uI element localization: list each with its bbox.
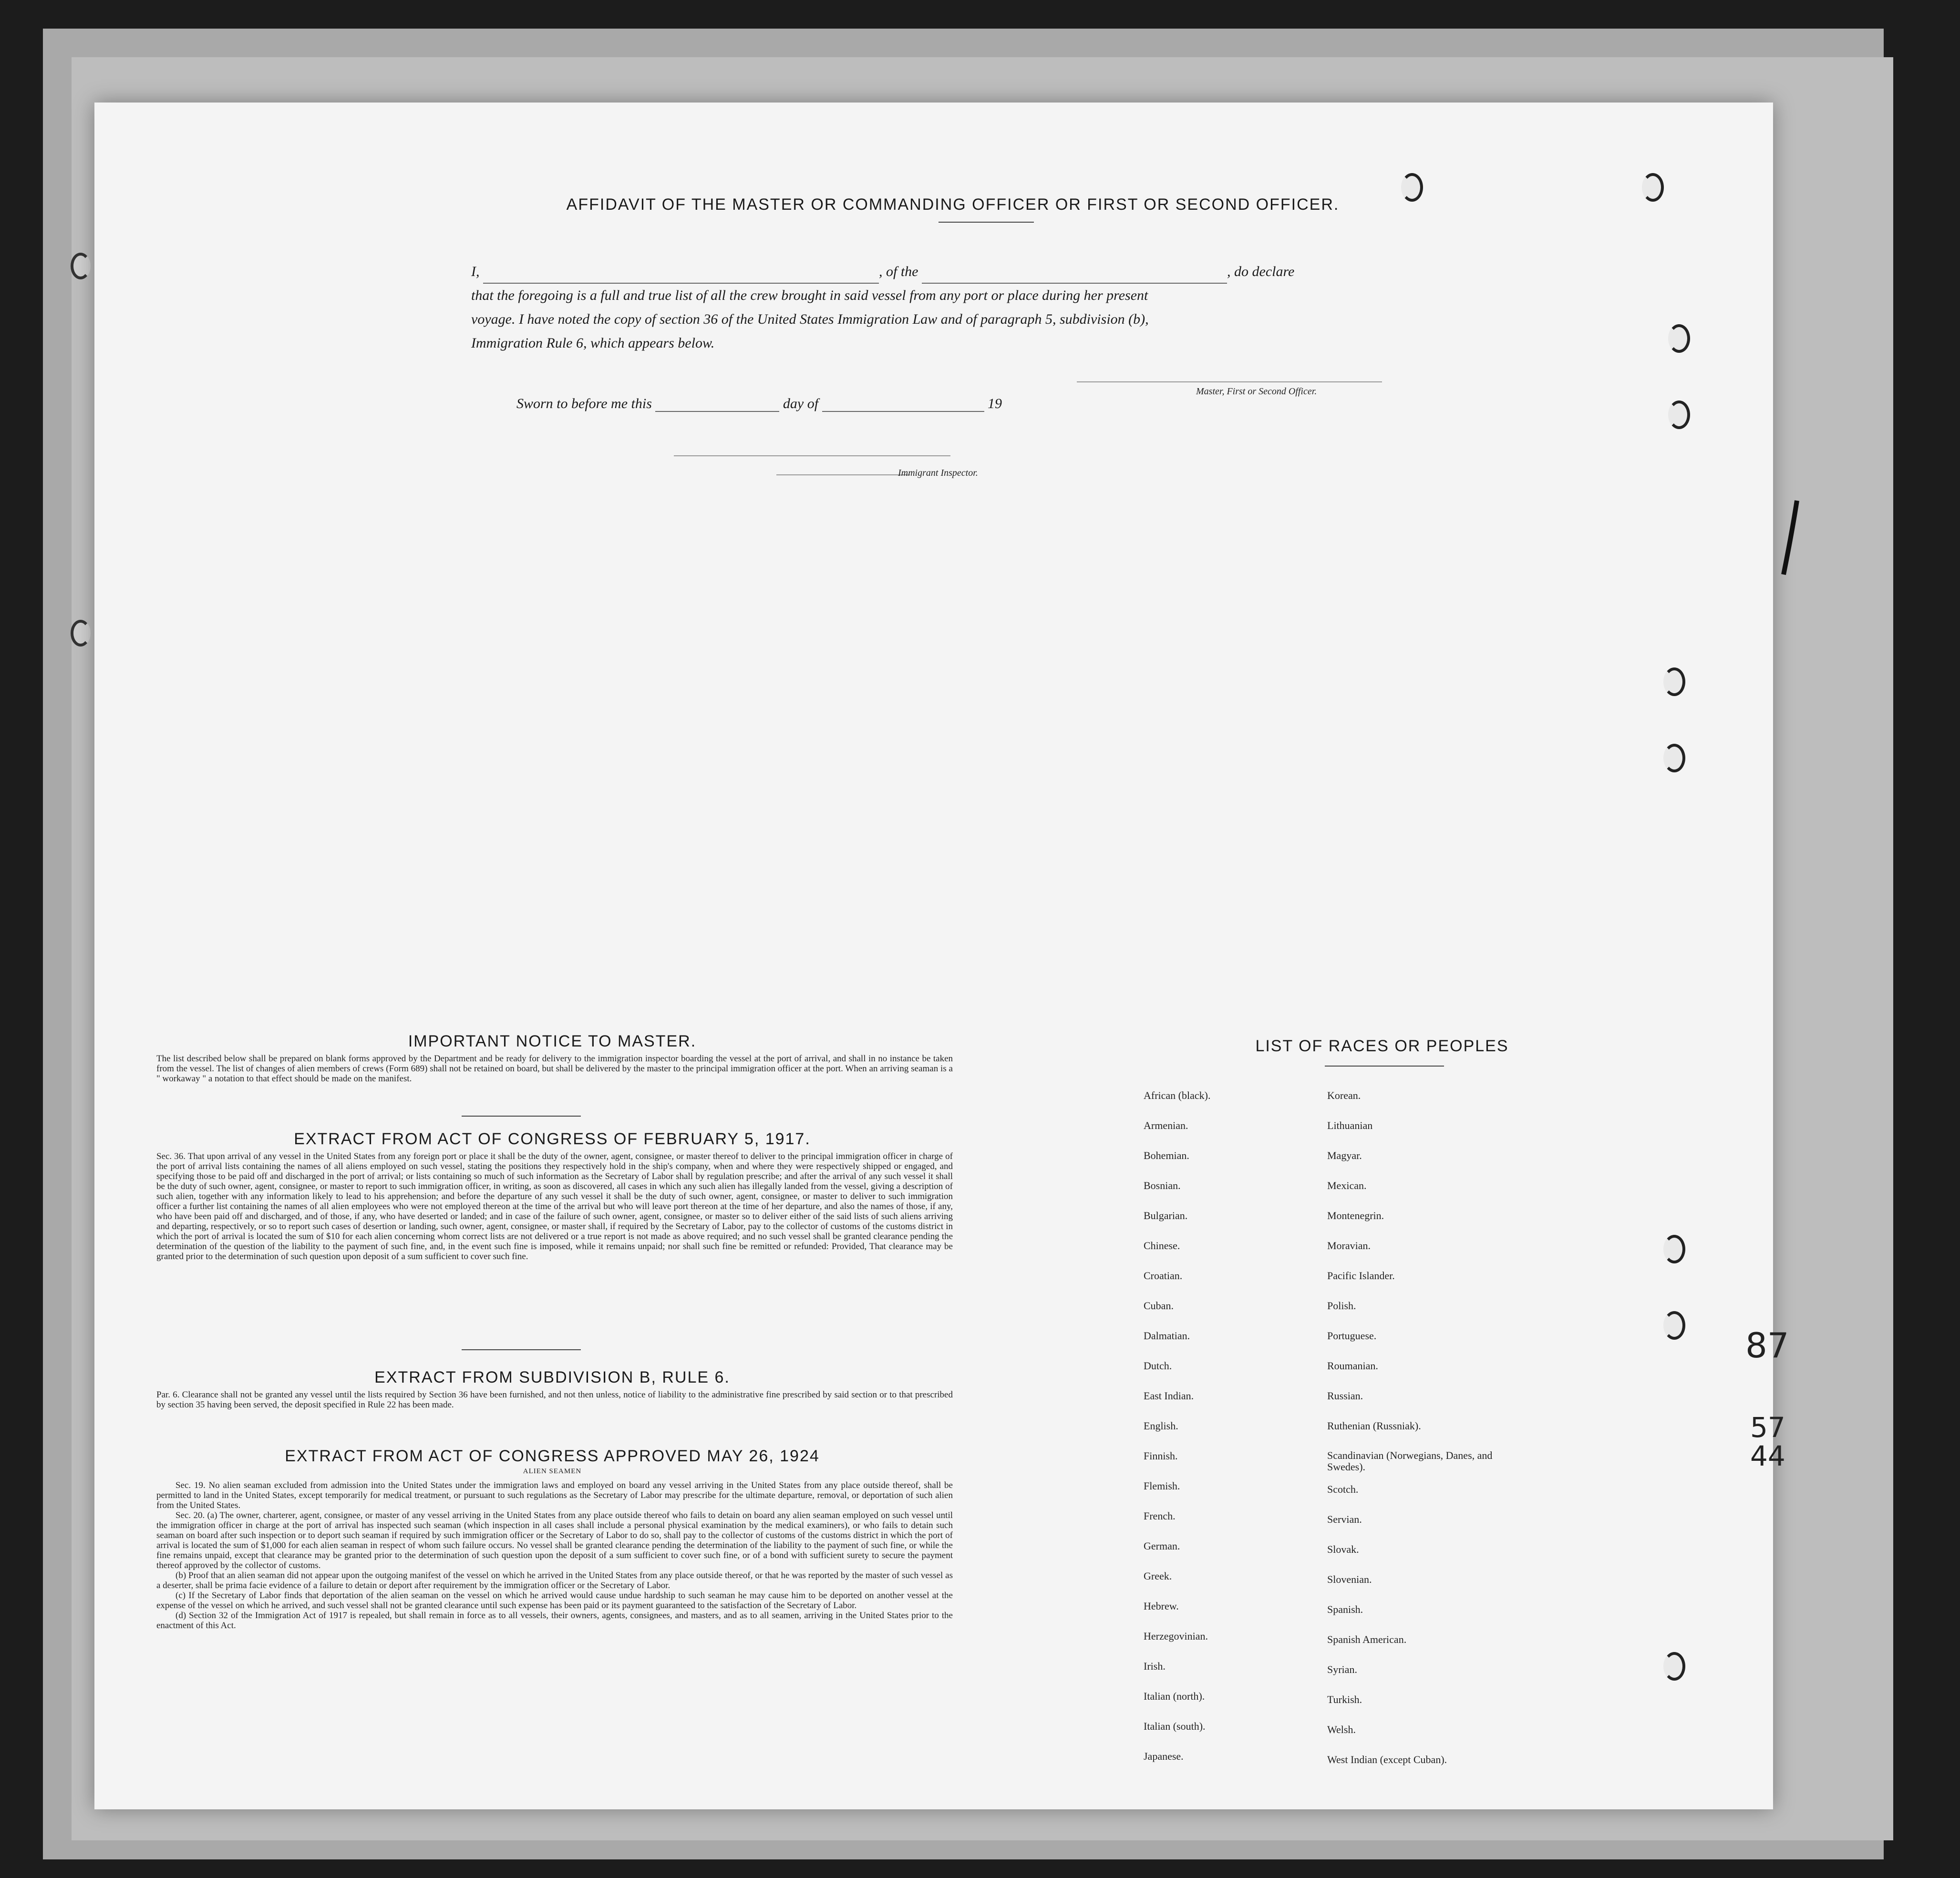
race-item: East Indian. bbox=[1144, 1390, 1194, 1402]
inspector-label: Immigrant Inspector. bbox=[898, 468, 978, 478]
race-item: Scotch. bbox=[1327, 1483, 1359, 1495]
binder-hole-icon bbox=[71, 253, 91, 279]
punch-hole-icon bbox=[1663, 1311, 1685, 1340]
notice-text: The list described below shall be prepared on blank forms approved by the Department and be ready for delivery to the immigration inspector boarding the vessel at the port of arrival, and shall in no instance be taken from the vessel. The list of changes of alien members of crews (Form 689) shall not be retained on board, but shall be delivered by the master to the principal immigration officer at the port. When an arriving seaman is a " workaway " a notation to that effect should be made on the manifest. bbox=[156, 1054, 953, 1084]
punch-hole-icon bbox=[1663, 744, 1685, 772]
sworn-day-blank bbox=[655, 411, 779, 412]
extract-rule6-title: EXTRACT FROM SUBDIVISION B, RULE 6. bbox=[374, 1368, 730, 1386]
race-item: Croatian. bbox=[1144, 1270, 1183, 1282]
race-item: Hebrew. bbox=[1144, 1600, 1179, 1612]
race-item: Syrian. bbox=[1327, 1663, 1357, 1675]
race-item: Ruthenian (Russniak). bbox=[1327, 1420, 1421, 1432]
declaration-line-4: Immigration Rule 6, which appears below. bbox=[471, 335, 715, 351]
race-item: Armenian. bbox=[1144, 1119, 1188, 1131]
race-item: Scandinavian (Norwegians, Danes, and Swedes). bbox=[1327, 1449, 1493, 1473]
affidavit-page bbox=[94, 103, 1773, 1809]
signature-line bbox=[1077, 381, 1382, 382]
race-item: Italian (north). bbox=[1144, 1690, 1205, 1702]
punch-hole-icon bbox=[1663, 667, 1685, 696]
race-item: African (black). bbox=[1144, 1089, 1211, 1101]
races-title: LIST OF RACES OR PEOPLES bbox=[1255, 1037, 1509, 1055]
sworn-line: Sworn to before me this day of 19 bbox=[516, 396, 1002, 411]
extract-1924-paragraph: (c) If the Secretary of Labor finds that deportation of the alien seaman on the vessel on which he arrived would cause undue hardship to such seaman he may cause him to be deported on another vessel at the expense of the vessel on which he arrived, and such vessel shall not be granted clearance until such expense has been paid or its payment guaranteed to the satisfaction of the Secretary of Labor. bbox=[156, 1591, 953, 1611]
race-item: Lithuanian bbox=[1327, 1119, 1373, 1131]
extract-1924-subtitle: ALIEN SEAMEN bbox=[523, 1468, 582, 1475]
pen-stroke-icon bbox=[1778, 498, 1806, 579]
declaration-line-3: voyage. I have noted the copy of section 36 of the United States Immigration Law and of paragraph 5, subdivision (b), bbox=[471, 311, 1149, 327]
race-item: Finnish. bbox=[1144, 1450, 1178, 1462]
extract-1924-paragraph: (d) Section 32 of the Immigration Act of 1917 is repealed, but shall remain in force as to all vessels, their owners, agents, consignees, and masters, and as to all seamen, arriving in the United States prior to the enactment of this Act. bbox=[156, 1611, 953, 1631]
race-item: Slovenian. bbox=[1327, 1573, 1372, 1585]
race-item: Russian. bbox=[1327, 1390, 1363, 1402]
binder-hole-icon bbox=[71, 620, 91, 647]
race-item: English. bbox=[1144, 1420, 1178, 1432]
race-item: Herzegovinian. bbox=[1144, 1630, 1208, 1642]
extract-1924-body bbox=[156, 1480, 953, 1631]
race-item: Servian. bbox=[1327, 1513, 1362, 1525]
extract-1924-title: EXTRACT FROM ACT OF CONGRESS APPROVED MAY 26, 1924 bbox=[285, 1447, 820, 1465]
extract-1924-paragraph: Sec. 20. (a) The owner, charterer, agent, consignee, or master of any vessel arriving in the United States from any place outside thereof who fails to detain on board any alien seaman employed on such vessel until the immigration officer in charge at the port of arrival has inspected such seaman (which inspection in all cases shall include a personal physical examination by the medical examiners), or who fails to detain such seaman on board after such inspection or to deport such seaman if required by such immigration officer or the Secretary of Labor to do so, shall pay to the collector of customs of the customs district in which the port of arrival is located the sum of $1,000 for each alien seaman in respect of whom such failure occurs. No vessel shall be granted clearance pending the determination of the liability to the payment of such fine, or while the fine remains unpaid, except that clearance may be granted prior to the determination of such question upon the deposit of a sum sufficient to cover such fine, or of a bond with sufficient surety to secure the payment thereof approved by the collector of customs. bbox=[156, 1510, 953, 1570]
race-item: Welsh. bbox=[1327, 1724, 1356, 1735]
race-item: Japanese. bbox=[1144, 1750, 1184, 1762]
race-item: Spanish. bbox=[1327, 1603, 1363, 1615]
punch-hole-icon bbox=[1642, 173, 1664, 202]
title-divider bbox=[939, 222, 1034, 223]
extract-1924-paragraph: (b) Proof that an alien seaman did not appear upon the outgoing manifest of the vessel on which he arrived in the United States from any place outside thereof, or that he was reported by the master of such vessel as a deserter, shall be prima facie evidence of a failure to detain or deport after requirement by the immigration officer or the Secretary of Labor. bbox=[156, 1570, 953, 1591]
race-item: Pacific Islander. bbox=[1327, 1270, 1395, 1282]
punch-hole-icon bbox=[1663, 1235, 1685, 1263]
extract-1917-text: Sec. 36. That upon arrival of any vessel in the United States from any foreign port or place it shall be the duty of the owner, agent, consignee, or master thereof to deliver to the principal immigration officer in charge of the port of arrival lists containing the names of all aliens employed on such vessel, stating the positions they respectively hold in the ship's company, when and where they were respectively shipped or engaged, and specifying those to be paid off and discharged in the port of arrival; or lists containing so much of such information as the Secretary of Labor shall by regulation prescribe; and after the arrival of any such vessel it shall be the duty of such owner, agent, consignee, or master to report to such immigration officer, in writing, as soon as discovered, all cases in which any such alien has illegally landed from the vessel, giving a description of such alien, together with any information likely to lead to his apprehension; and before the departure of any such vessel it shall be the duty of such owner, agent, consignee, or master to deliver to such immigration officer a further list containing the names of all alien employees who were not employed thereon at the time of the arrival but who will leave port thereon at the time of her departure, and also the names of those, if any, who have been paid off and discharged, and of those, if any, who have deserted or landed; and in case of the failure of such owner, agent, consignee, or master so to deliver either of the said lists of such aliens arriving and departing, respectively, or so to report such cases of desertion or landing, such owner, agent, consignee, or master shall, if required by the Secretary of Labor, pay to the collector of customs of the customs district in which the port of arrival is located the sum of $10 for each alien concerning whom correct lists are not delivered or a true report is not made as above required; and no such vessel shall be granted clearance pending the determination of the question of the liability to the payment of such fine, and, in the event such fine is imposed, while it remains unpaid; nor shall such fine be remitted or refunded: Provided, That clearance may be granted prior to the determination of such question upon deposit of a sum sufficient to cover such fine. bbox=[156, 1151, 953, 1262]
extract-1917-divider bbox=[462, 1349, 581, 1350]
race-item: Bulgarian. bbox=[1144, 1210, 1188, 1221]
notice-title: IMPORTANT NOTICE TO MASTER. bbox=[408, 1032, 697, 1050]
race-item: West Indian (except Cuban). bbox=[1327, 1754, 1447, 1765]
race-item: Korean. bbox=[1327, 1089, 1361, 1101]
race-item: Roumanian. bbox=[1327, 1360, 1378, 1372]
race-item: Bosnian. bbox=[1144, 1180, 1181, 1191]
races-divider bbox=[1325, 1066, 1444, 1067]
race-item: Greek. bbox=[1144, 1570, 1172, 1582]
race-item: German. bbox=[1144, 1540, 1180, 1552]
races-right-column bbox=[1327, 1089, 1527, 1784]
race-item: Mexican. bbox=[1327, 1180, 1367, 1191]
affidavit-title: AFFIDAVIT OF THE MASTER OR COMMANDING OFFICER OR FIRST OR SECOND OFFICER. bbox=[566, 195, 1340, 214]
punch-hole-icon bbox=[1663, 1652, 1685, 1681]
sworn-month-blank bbox=[822, 411, 984, 412]
race-item: Cuban. bbox=[1144, 1300, 1174, 1312]
race-item: Dutch. bbox=[1144, 1360, 1172, 1372]
race-item: Turkish. bbox=[1327, 1693, 1362, 1705]
extract-1917-title: EXTRACT FROM ACT OF CONGRESS OF FEBRUARY 5, 1917. bbox=[294, 1130, 811, 1148]
race-item: Bohemian. bbox=[1144, 1149, 1189, 1161]
inspector-line-2 bbox=[776, 474, 910, 475]
race-item: French. bbox=[1144, 1510, 1176, 1522]
margin-handwritten-number: 44 bbox=[1750, 1440, 1785, 1472]
margin-handwritten-number: 57 bbox=[1750, 1411, 1785, 1444]
affidavit-declaration bbox=[471, 260, 1501, 355]
race-item: Chinese. bbox=[1144, 1240, 1180, 1252]
margin-handwritten-number: 87 bbox=[1745, 1325, 1789, 1365]
race-item: Montenegrin. bbox=[1327, 1210, 1384, 1221]
race-item: Polish. bbox=[1327, 1300, 1356, 1312]
race-item: Dalmatian. bbox=[1144, 1330, 1190, 1342]
punch-hole-icon bbox=[1668, 324, 1690, 353]
notice-divider bbox=[462, 1116, 581, 1117]
race-item: Spanish American. bbox=[1327, 1633, 1407, 1645]
punch-hole-icon bbox=[1668, 400, 1690, 429]
race-item: Portuguese. bbox=[1327, 1330, 1377, 1342]
inspector-line-1 bbox=[674, 455, 950, 456]
extract-rule6-text: Par. 6. Clearance shall not be granted any vessel until the lists required by Section 36 have been furnished, and not then unless, notice of liability to the administrative fine prescribed by said section or to that prescribed by section 35 having been served, the deposit specified in Rule 22 has been made. bbox=[156, 1390, 953, 1410]
master-signature-label: Master, First or Second Officer. bbox=[1196, 386, 1317, 397]
race-item: Slovak. bbox=[1327, 1543, 1359, 1555]
race-item: Irish. bbox=[1144, 1660, 1166, 1672]
race-item: Moravian. bbox=[1327, 1240, 1371, 1252]
race-item: Flemish. bbox=[1144, 1480, 1180, 1492]
declaration-line-2: that the foregoing is a full and true list of all the crew brought in said vessel from any port or place during her present bbox=[471, 287, 1148, 303]
races-left-column bbox=[1144, 1089, 1315, 1780]
declaration-line-1: I, , of the , do declare bbox=[471, 260, 1501, 284]
race-item: Magyar. bbox=[1327, 1149, 1362, 1161]
extract-1924-paragraph: Sec. 19. No alien seaman excluded from admission into the United States under the immigration laws and employed on board any vessel arriving in the United States from any place outside thereof, shall be permitted to land in the United States, except temporarily for medical treatment, or pursuant to such regulations as the Secretary of Labor may prescribe for the ultimate departure, removal, or deportation of such alien from the United States. bbox=[156, 1480, 953, 1510]
race-item: Italian (south). bbox=[1144, 1720, 1206, 1732]
